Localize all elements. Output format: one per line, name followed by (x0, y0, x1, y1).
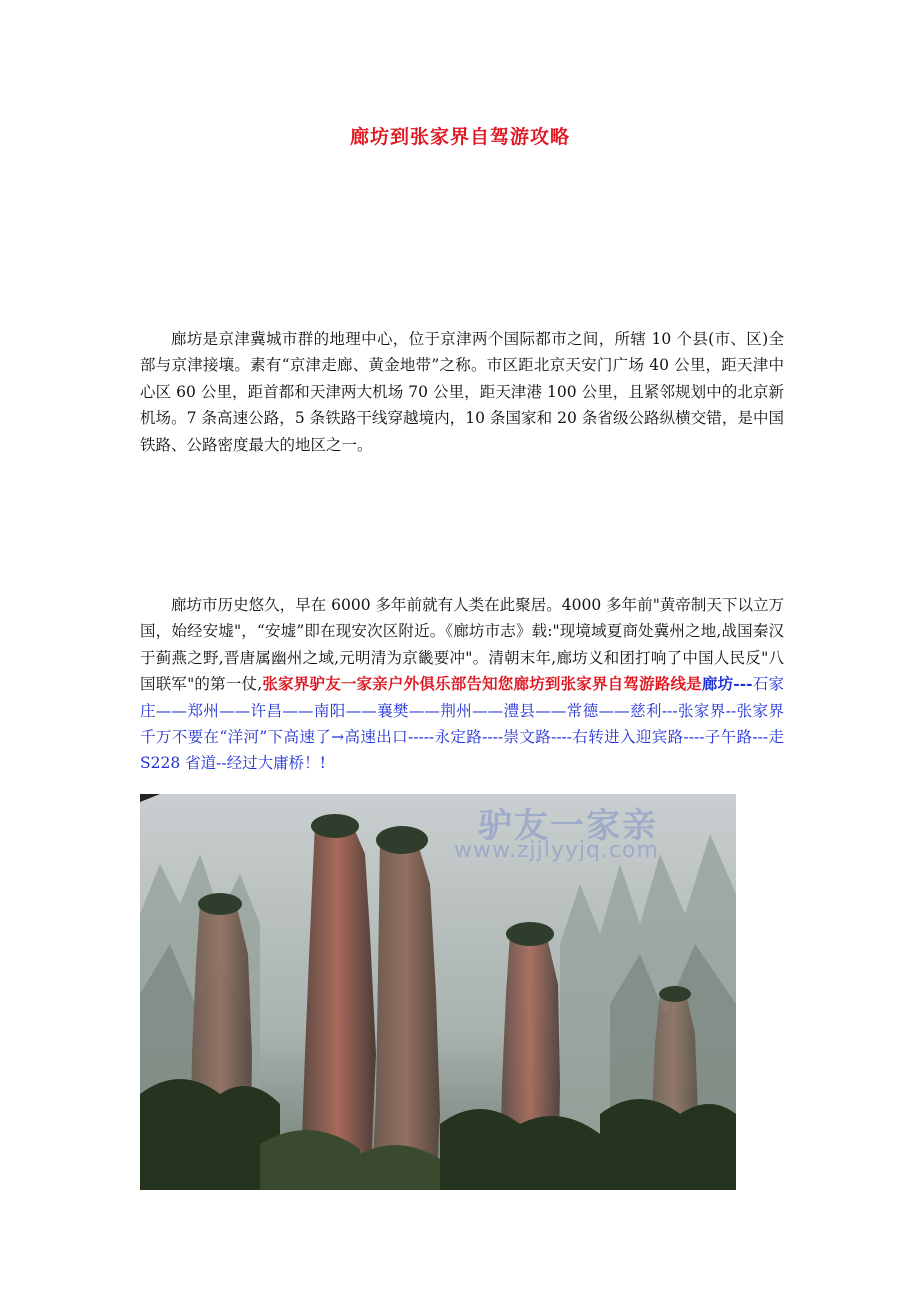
zhangjiajie-photo (140, 794, 736, 1190)
watermark-url: www.zjjlyyjq.com (454, 838, 659, 863)
paragraph-history-route (140, 592, 784, 777)
route-text: 石家庄——郑州——许昌——南阳——襄樊——荆州——澧县——常德——慈利---张家界--张家界千万不要在“洋河”下高速了→高速出口-----永定路----崇文路----右转进入迎宾路----子午路---走 S228 省道--经过大庸桥！! (140, 675, 784, 773)
route-start: 廊坊--- (701, 674, 753, 694)
club-highlight: 张家界驴友一家亲户外俱乐部告知您廊坊到张家界自驾游路线是 (262, 674, 702, 694)
watermark-brand: 驴友一家亲 (478, 806, 658, 846)
paragraph-intro: 廊坊是京津冀城市群的地理中心，位于京津两个国际都市之间，所辖 10 个县(市、区)全部与京津接壤。素有“京津走廊、黄金地带”之称。市区距北京天安门广场 40 公里，距天津中心区 60 公里，距首都和天津两大机场 70 公里，距天津港 100 公里，且紧邻规划中的北京新机场。7 条高速公路，5 条铁路干线穿越境内，10 条国家和 20 条省级公路纵横交错，是中国铁路、公路密度最大的地区之一。 (140, 330, 784, 454)
document-title: 廊坊到张家界自驾游攻略 (349, 126, 570, 148)
history-text: 廊坊市历史悠久，早在 6000 多年前就有人类在此聚居。4000 多年前"黄帝制天下以立万国，始经安墟"，“安墟”即在现安次区附近。《廊坊市志》载:"现境域夏商处冀州之地,战国秦汉于蓟燕之野,晋唐属幽州之域,元明清为京畿要冲"。清朝末年,廊坊义和团打响了中国人民反"八国联军"的第一仗, (140, 596, 784, 694)
